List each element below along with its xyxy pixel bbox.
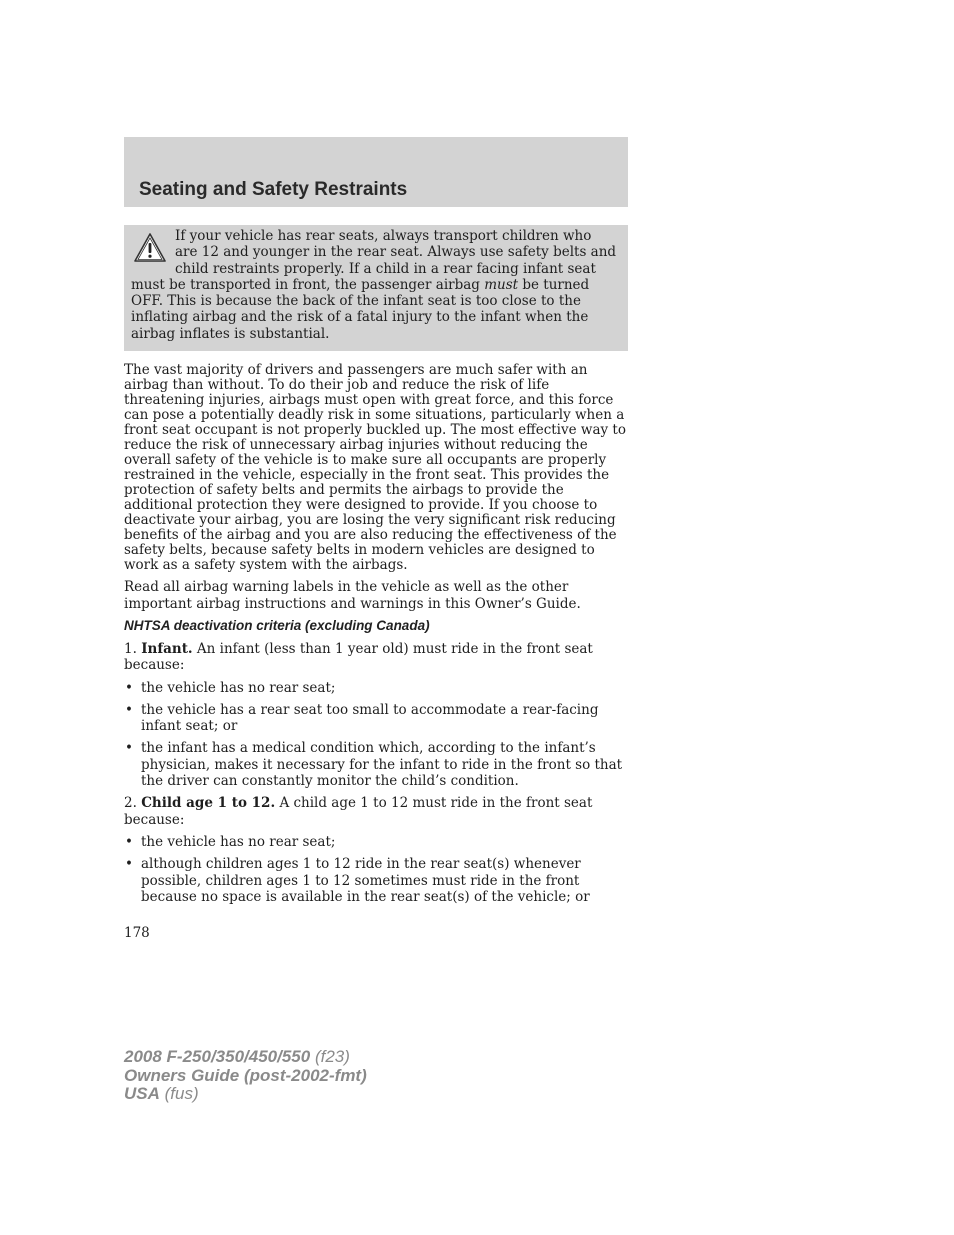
footer-line-model: 2008 F-250/350/450/550 (f23): [124, 1047, 350, 1066]
infant-bullet-list: [124, 680, 628, 790]
list-item: • the vehicle has no rear seat;: [125, 679, 336, 696]
document-footer: [124, 1048, 367, 1104]
bullet-icon: •: [125, 833, 133, 850]
body-text: [124, 363, 628, 911]
bullet-icon: •: [125, 701, 133, 718]
page-number: 178: [124, 925, 150, 941]
list-item: • the infant has a medical condition which, according to the infant’s physician, makes it necessary for the infant to ride in the front so that the driver can constantly monitor the child’s condition.: [125, 740, 623, 790]
section-header: [124, 137, 628, 207]
criterion-label: Infant.: [141, 641, 193, 657]
bullet-icon: •: [125, 740, 133, 757]
section-title: Seating and Safety Restraints: [139, 179, 408, 200]
child-bullet-list: [124, 834, 628, 905]
criterion-child: 2. Child age 1 to 12. A child age 1 to 12 must ride in the front seat because:: [124, 795, 593, 828]
paragraph-read-labels: Read all airbag warning labels in the vehicle as well as the other important airbag instructions and warnings in this Owner’s Guide.: [124, 579, 581, 612]
warning-triangle-icon: [133, 231, 167, 265]
footer-line-guide: Owners Guide (post-2002-fmt): [124, 1065, 367, 1085]
paragraph-airbag-safety: The vast majority of drivers and passengers are much safer with an airbag than without. To do their job and reduce the risk of life threatening injuries, airbags must open with great force, and this force can pose a potentially deadly risk in some situations, particularly when a front seat occupant is not properly buckled up. The most effective way to reduce the risk of unnecessary airbag injuries without reducing the overall safety of the vehicle is to make sure all occupants are properly restrained in the vehicle, especially in the front seat. This provides the protection of safety belts and permits the airbags to provide the additional protection they were designed to provide. If you choose to deactivate your airbag, you are losing the very significant risk reducing benefits of the airbag and you are also reducing the effectiveness of the safety belts, because safety belts in modern vehicles are designed to work as a safety system with the airbags.: [124, 362, 626, 573]
subheading-nhtsa-criteria: NHTSA deactivation criteria (excluding Canada): [124, 618, 430, 633]
footer-line-market: USA (fus): [124, 1084, 199, 1103]
list-item: • although children ages 1 to 12 ride in the rear seat(s) whenever possible, children ages 1 to 12 sometimes must ride in the front because no space is available in the rear seat(s) of the vehicle; or: [125, 856, 590, 905]
warning-text: If your vehicle has rear seats, always transport children who are 12 and younger in the rear seat. Always use safety belts and child restraints properly. If a child in a rear facing infant seat must be transported in front, the passenger airbag must be turned OFF. This is because the back of the infant seat is too close to the inflating airbag and the risk of a fatal injury to the infant when the airbag inflates is substantial.: [131, 228, 617, 342]
bullet-icon: •: [125, 856, 133, 873]
warning-box: [124, 225, 628, 351]
list-item: • the vehicle has no rear seat;: [125, 833, 336, 850]
criterion-label: Child age 1 to 12.: [141, 795, 276, 812]
bullet-icon: •: [125, 679, 133, 696]
warning-emphasis: must: [484, 276, 519, 293]
criterion-infant: 1. Infant. An infant (less than 1 year old) must ride in the front seat because:: [124, 641, 593, 674]
list-item: • the vehicle has a rear seat too small to accommodate a rear-facing infant seat; or: [125, 701, 599, 735]
